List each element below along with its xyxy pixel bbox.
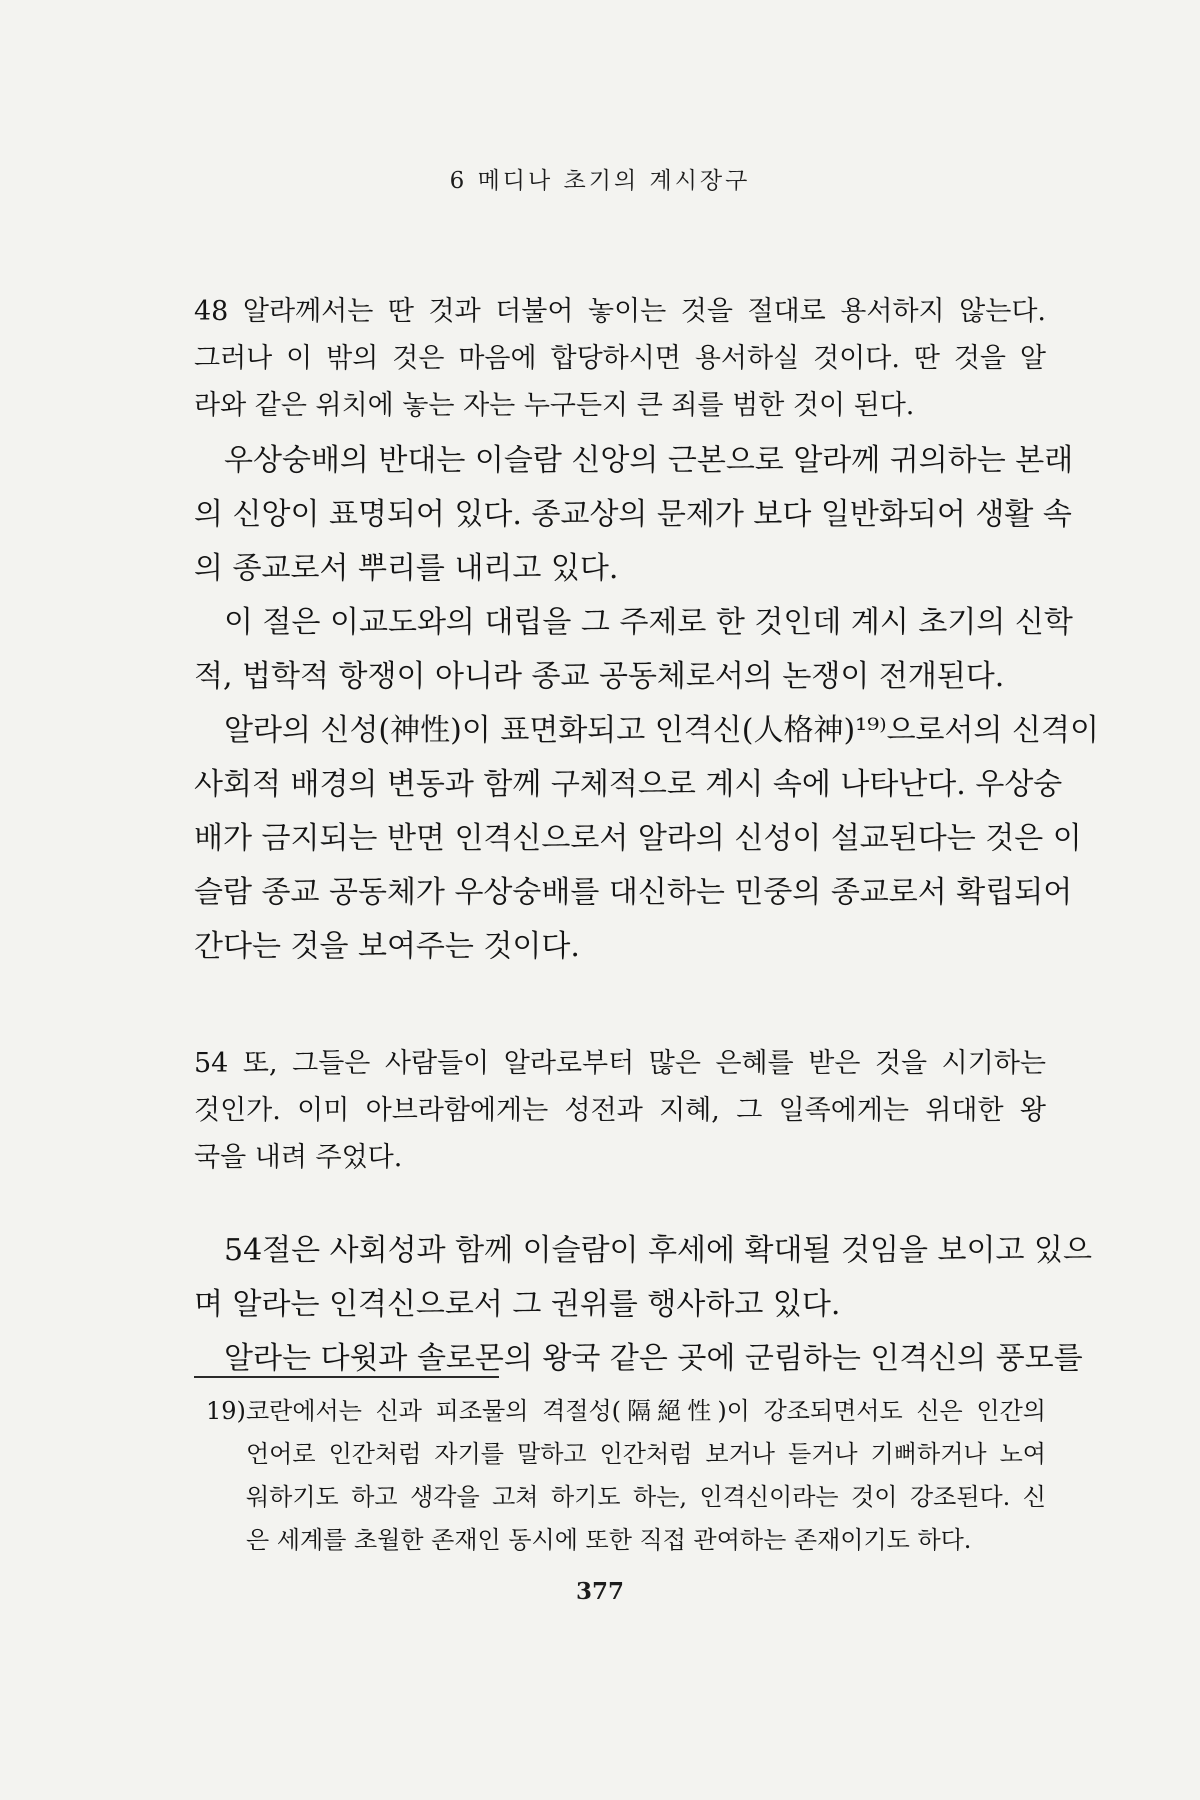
body-line: 적, 법학적 항쟁이 아니라 종교 공동체로서의 논쟁이 전개된다. — [194, 659, 1005, 694]
footnote-text: 코란에서는 신과 피조물의 격절성(隔絕性)이 강조되면서도 신은 인간의 — [246, 1397, 1046, 1425]
verse-line: 라와 같은 위치에 놓는 자는 누구든지 큰 죄를 범한 것이 된다. — [194, 390, 915, 421]
commentary-paragraphs-2 — [194, 1224, 1092, 1386]
body-line: 이 절은 이교도와의 대립을 그 주제로 한 것인데 계시 초기의 신학 — [224, 605, 1073, 640]
verse-line: 것인가. 이미 아브라함에게는 성전과 지혜, 그 일족에게는 위대한 왕 — [194, 1095, 1046, 1126]
footnote-line — [206, 1390, 1046, 1433]
footnote-19 — [206, 1390, 1046, 1562]
body-line: 간다는 것을 보여주는 것이다. — [194, 929, 580, 964]
body-line: 며 알라는 인격신으로서 그 권위를 행사하고 있다. — [194, 1287, 841, 1322]
body-line: 슬람 종교 공동체가 우상숭배를 대신하는 민중의 종교로서 확립되어 — [194, 875, 1073, 910]
page-number: 377 — [575, 1578, 624, 1605]
footnote-marker: 19) — [206, 1397, 246, 1425]
body-line: 의 종교로서 뿌리를 내리고 있다. — [194, 551, 619, 586]
commentary-paragraphs-1 — [194, 434, 1099, 974]
footnote-line: 은 세계를 초월한 존재인 동시에 또한 직접 관여하는 존재이기도 하다. — [246, 1526, 972, 1554]
body-line: 알라의 신성(神性)이 표면화되고 인격신(人格神)¹⁹⁾으로서의 신격이 — [224, 713, 1099, 748]
body-line: 사회적 배경의 변동과 함께 구체적으로 계시 속에 나타난다. 우상숭 — [194, 767, 1063, 802]
body-line: 배가 금지되는 반면 인격신으로서 알라의 신성이 설교된다는 것은 이 — [194, 821, 1082, 856]
verse-line: 54 또, 그들은 사람들이 알라로부터 많은 은혜를 받은 것을 시기하는 — [194, 1048, 1046, 1079]
footnote-line: 언어로 인간처럼 자기를 말하고 인간처럼 보거나 듣거나 기뻐하거나 노여 — [246, 1440, 1046, 1468]
running-head: 6 메디나 초기의 계시장구 — [449, 168, 751, 194]
verse-line: 국을 내려 주었다. — [194, 1142, 403, 1173]
body-line: 54절은 사회성과 함께 이슬람이 후세에 확대될 것임을 보이고 있으 — [224, 1233, 1092, 1268]
body-line: 의 신앙이 표명되어 있다. 종교상의 문제가 보다 일반화되어 생활 속 — [194, 497, 1072, 532]
quran-verse-48 — [194, 288, 1046, 429]
body-line: 우상숭배의 반대는 이슬람 신앙의 근본으로 알라께 귀의하는 본래 — [224, 443, 1074, 478]
verse-line: 그러나 이 밖의 것은 마음에 합당하시면 용서하실 것이다. 딴 것을 알 — [194, 343, 1046, 374]
footnote-divider — [194, 1376, 499, 1378]
body-line: 알라는 다윗과 솔로몬의 왕국 같은 곳에 군림하는 인격신의 풍모를 — [224, 1341, 1083, 1376]
quran-verse-54 — [194, 1040, 1046, 1181]
footnote-line: 워하기도 하고 생각을 고쳐 하기도 하는, 인격신이라는 것이 강조된다. 신 — [246, 1483, 1046, 1511]
verse-line: 48 알라께서는 딴 것과 더불어 놓이는 것을 절대로 용서하지 않는다. — [194, 296, 1046, 327]
